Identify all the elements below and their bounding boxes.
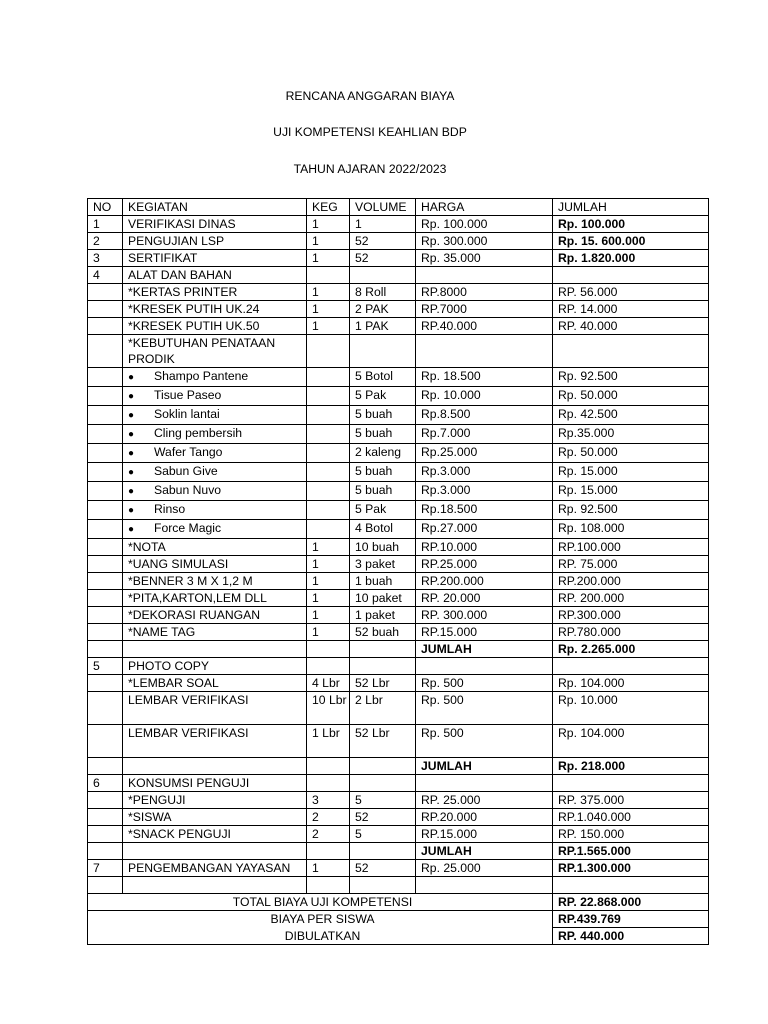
cell-jumlah bbox=[553, 877, 709, 894]
cell-no bbox=[88, 539, 123, 556]
cell-volume: 5 buah bbox=[350, 482, 416, 501]
cell-volume: 2 PAK bbox=[350, 301, 416, 318]
cell-jumlah: RP. 75.000 bbox=[553, 556, 709, 573]
cell-no: 4 bbox=[88, 267, 123, 284]
cell-kegiatan bbox=[123, 368, 307, 387]
cell-no bbox=[88, 641, 123, 658]
cell-kegiatan bbox=[123, 758, 307, 775]
cell-jumlah: RP. 150.000 bbox=[553, 826, 709, 843]
cell-jumlah bbox=[553, 658, 709, 675]
cell-keg bbox=[307, 520, 350, 539]
cell-harga: JUMLAH bbox=[416, 641, 553, 658]
cell-no bbox=[88, 301, 123, 318]
cell-no bbox=[88, 590, 123, 607]
cell-volume: 52 bbox=[350, 809, 416, 826]
table-row bbox=[88, 775, 709, 792]
cell-volume: 52 bbox=[350, 860, 416, 877]
cell-kegiatan: *DEKORASI RUANGAN bbox=[123, 607, 307, 624]
cell-jumlah: Rp. 100.000 bbox=[553, 216, 709, 233]
cell-jumlah: RP. 56.000 bbox=[553, 284, 709, 301]
cell-harga: RP. 25.000 bbox=[416, 792, 553, 809]
cell-kegiatan: *KEBUTUHAN PENATAAN PRODIK bbox=[123, 335, 307, 368]
cell-jumlah: RP.1.565.000 bbox=[553, 843, 709, 860]
cell-volume: 2 kaleng bbox=[350, 444, 416, 463]
cell-volume: 1 bbox=[350, 216, 416, 233]
cell-keg: 1 bbox=[307, 216, 350, 233]
cell-volume: 5 bbox=[350, 826, 416, 843]
cell-no bbox=[88, 482, 123, 501]
bullet-icon: ● bbox=[128, 486, 135, 497]
col-header-volume: VOLUME bbox=[350, 199, 416, 216]
table-row bbox=[88, 520, 709, 539]
table-row bbox=[88, 425, 709, 444]
cell-harga: RP.200.000 bbox=[416, 573, 553, 590]
cell-volume: 52 bbox=[350, 250, 416, 267]
cell-no bbox=[88, 843, 123, 860]
cell-no bbox=[88, 387, 123, 406]
table-row bbox=[88, 267, 709, 284]
table-row bbox=[88, 624, 709, 641]
cell-harga: Rp.25.000 bbox=[416, 444, 553, 463]
total-value: RP.439.769 bbox=[553, 911, 709, 928]
cell-keg: 2 bbox=[307, 809, 350, 826]
table-row bbox=[88, 809, 709, 826]
cell-keg: 1 bbox=[307, 860, 350, 877]
cell-jumlah: RP. 14.000 bbox=[553, 301, 709, 318]
cell-kegiatan: ALAT DAN BAHAN bbox=[123, 267, 307, 284]
cell-harga: Rp.18.500 bbox=[416, 501, 553, 520]
col-header-jumlah: JUMLAH bbox=[553, 199, 709, 216]
cell-kegiatan: *BENNER 3 M X 1,2 M bbox=[123, 573, 307, 590]
cell-keg bbox=[307, 267, 350, 284]
table-row bbox=[88, 641, 709, 658]
table-row bbox=[88, 607, 709, 624]
cell-no: 3 bbox=[88, 250, 123, 267]
cell-keg: 3 bbox=[307, 792, 350, 809]
cell-kegiatan bbox=[123, 877, 307, 894]
cell-jumlah: Rp. 15.000 bbox=[553, 463, 709, 482]
cell-kegiatan: *PENGUJI bbox=[123, 792, 307, 809]
document-title: RENCANA ANGGARAN BIAYA bbox=[285, 89, 455, 103]
cell-volume: 5 buah bbox=[350, 425, 416, 444]
cell-jumlah: Rp. 42.500 bbox=[553, 406, 709, 425]
cell-keg: 1 bbox=[307, 250, 350, 267]
table-row bbox=[88, 758, 709, 775]
cell-keg: 1 bbox=[307, 573, 350, 590]
cell-jumlah: Rp. 50.000 bbox=[553, 387, 709, 406]
cell-volume: 4 Botol bbox=[350, 520, 416, 539]
cell-volume bbox=[350, 758, 416, 775]
cell-kegiatan-text: Soklin lantai bbox=[154, 407, 220, 421]
cell-harga: Rp. 25.000 bbox=[416, 860, 553, 877]
cell-kegiatan-text: Sabun Nuvo bbox=[154, 483, 222, 497]
bullet-icon: ● bbox=[128, 410, 135, 421]
cell-harga: RP.8000 bbox=[416, 284, 553, 301]
table-row bbox=[88, 573, 709, 590]
cell-harga bbox=[416, 877, 553, 894]
table-row bbox=[88, 590, 709, 607]
cell-harga: RP. 300.000 bbox=[416, 607, 553, 624]
cell-harga: Rp. 500 bbox=[416, 692, 553, 725]
cell-volume: 8 Roll bbox=[350, 284, 416, 301]
cell-jumlah: Rp. 108.000 bbox=[553, 520, 709, 539]
cell-kegiatan: PHOTO COPY bbox=[123, 658, 307, 675]
table-row bbox=[88, 482, 709, 501]
total-label: BIAYA PER SISWA bbox=[88, 911, 553, 928]
cell-no bbox=[88, 406, 123, 425]
cell-jumlah: RP. 200.000 bbox=[553, 590, 709, 607]
cell-keg: 1 bbox=[307, 301, 350, 318]
cell-harga: RP.40.000 bbox=[416, 318, 553, 335]
cell-kegiatan: PENGEMBANGAN YAYASAN bbox=[123, 860, 307, 877]
cell-kegiatan: VERIFIKASI DINAS bbox=[123, 216, 307, 233]
cell-jumlah: Rp. 104.000 bbox=[553, 675, 709, 692]
cell-kegiatan bbox=[123, 843, 307, 860]
cell-keg bbox=[307, 463, 350, 482]
cell-kegiatan: LEMBAR VERIFIKASI bbox=[123, 692, 307, 725]
cell-volume: 5 Pak bbox=[350, 387, 416, 406]
cell-no bbox=[88, 877, 123, 894]
cell-jumlah: RP.200.000 bbox=[553, 573, 709, 590]
cell-harga: RP.15.000 bbox=[416, 826, 553, 843]
cell-volume: 10 buah bbox=[350, 539, 416, 556]
cell-jumlah: Rp. 2.265.000 bbox=[553, 641, 709, 658]
cell-no bbox=[88, 573, 123, 590]
table-row bbox=[88, 284, 709, 301]
cell-keg bbox=[307, 641, 350, 658]
cell-harga: RP.25.000 bbox=[416, 556, 553, 573]
table-row bbox=[88, 368, 709, 387]
cell-kegiatan bbox=[123, 501, 307, 520]
cell-volume: 52 Lbr bbox=[350, 725, 416, 758]
cell-no: 7 bbox=[88, 860, 123, 877]
table-row bbox=[88, 843, 709, 860]
cell-harga: RP.10.000 bbox=[416, 539, 553, 556]
cell-no: 1 bbox=[88, 216, 123, 233]
cell-jumlah: Rp. 92.500 bbox=[553, 501, 709, 520]
table-row bbox=[88, 335, 709, 368]
cell-volume: 5 buah bbox=[350, 406, 416, 425]
cell-harga: JUMLAH bbox=[416, 758, 553, 775]
table-row bbox=[88, 444, 709, 463]
cell-no bbox=[88, 792, 123, 809]
cell-kegiatan: *LEMBAR SOAL bbox=[123, 675, 307, 692]
cell-harga: RP. 20.000 bbox=[416, 590, 553, 607]
cell-keg bbox=[307, 425, 350, 444]
header-row bbox=[88, 199, 709, 216]
cell-kegiatan-text: Rinso bbox=[154, 502, 186, 516]
cell-harga bbox=[416, 267, 553, 284]
col-header-kegiatan: KEGIATAN bbox=[123, 199, 307, 216]
cell-jumlah: Rp. 92.500 bbox=[553, 368, 709, 387]
cell-keg: 1 bbox=[307, 318, 350, 335]
cell-keg: 1 bbox=[307, 233, 350, 250]
cell-no bbox=[88, 675, 123, 692]
cell-keg bbox=[307, 444, 350, 463]
table-row bbox=[88, 725, 709, 758]
cell-kegiatan bbox=[123, 463, 307, 482]
table-row bbox=[88, 216, 709, 233]
cell-harga: Rp.3.000 bbox=[416, 463, 553, 482]
cell-kegiatan-text: Wafer Tango bbox=[154, 445, 223, 459]
cell-jumlah: RP. 375.000 bbox=[553, 792, 709, 809]
table-row bbox=[88, 301, 709, 318]
bullet-icon: ● bbox=[128, 391, 135, 402]
cell-jumlah: Rp. 218.000 bbox=[553, 758, 709, 775]
cell-keg bbox=[307, 501, 350, 520]
cell-no bbox=[88, 463, 123, 482]
cell-no: 2 bbox=[88, 233, 123, 250]
cell-volume: 52 Lbr bbox=[350, 675, 416, 692]
table-row bbox=[88, 250, 709, 267]
cell-volume: 52 bbox=[350, 233, 416, 250]
cell-volume: 1 PAK bbox=[350, 318, 416, 335]
cell-harga: Rp. 500 bbox=[416, 725, 553, 758]
cell-kegiatan-text: Sabun Give bbox=[154, 464, 218, 478]
cell-jumlah: RP.1.040.000 bbox=[553, 809, 709, 826]
cell-keg bbox=[307, 482, 350, 501]
table-row bbox=[88, 675, 709, 692]
cell-kegiatan: *KERTAS PRINTER bbox=[123, 284, 307, 301]
table-row bbox=[88, 792, 709, 809]
cell-volume: 5 buah bbox=[350, 463, 416, 482]
cell-harga: RP.20.000 bbox=[416, 809, 553, 826]
cell-volume: 10 paket bbox=[350, 590, 416, 607]
col-header-harga: HARGA bbox=[416, 199, 553, 216]
cell-no bbox=[88, 725, 123, 758]
cell-volume: 52 buah bbox=[350, 624, 416, 641]
cell-kegiatan-text: Cling pembersih bbox=[154, 426, 243, 440]
cell-kegiatan: *KRESEK PUTIH UK.50 bbox=[123, 318, 307, 335]
cell-kegiatan bbox=[123, 425, 307, 444]
cell-kegiatan: *NOTA bbox=[123, 539, 307, 556]
cell-jumlah: Rp. 15.000 bbox=[553, 482, 709, 501]
cell-keg: 1 bbox=[307, 284, 350, 301]
cell-jumlah: RP.300.000 bbox=[553, 607, 709, 624]
cell-keg bbox=[307, 658, 350, 675]
cell-keg: 1 bbox=[307, 590, 350, 607]
cell-kegiatan: *NAME TAG bbox=[123, 624, 307, 641]
cell-kegiatan-text: Force Magic bbox=[154, 521, 222, 535]
cell-volume bbox=[350, 641, 416, 658]
cell-volume: 5 bbox=[350, 792, 416, 809]
table-row bbox=[88, 658, 709, 675]
cell-jumlah bbox=[553, 267, 709, 284]
cell-kegiatan: PENGUJIAN LSP bbox=[123, 233, 307, 250]
cell-kegiatan: LEMBAR VERIFIKASI bbox=[123, 725, 307, 758]
cell-kegiatan: *PITA,KARTON,LEM DLL bbox=[123, 590, 307, 607]
cell-jumlah: Rp. 104.000 bbox=[553, 725, 709, 758]
col-header-no: NO bbox=[88, 199, 123, 216]
cell-volume: 2 Lbr bbox=[350, 692, 416, 725]
cell-no bbox=[88, 809, 123, 826]
cell-kegiatan bbox=[123, 482, 307, 501]
cell-volume bbox=[350, 658, 416, 675]
cell-harga: Rp.27.000 bbox=[416, 520, 553, 539]
document-subtitle: UJI KOMPETENSI KEAHLIAN BDP bbox=[273, 125, 467, 139]
total-label: TOTAL BIAYA UJI KOMPETENSI bbox=[88, 894, 553, 911]
cell-no: 6 bbox=[88, 775, 123, 792]
table-row bbox=[88, 501, 709, 520]
cell-no bbox=[88, 284, 123, 301]
cell-kegiatan: SERTIFIKAT bbox=[123, 250, 307, 267]
total-row bbox=[88, 911, 709, 928]
table-row bbox=[88, 387, 709, 406]
cell-no bbox=[88, 624, 123, 641]
cell-keg bbox=[307, 387, 350, 406]
cell-keg: 4 Lbr bbox=[307, 675, 350, 692]
bullet-icon: ● bbox=[128, 467, 135, 478]
table-row bbox=[88, 233, 709, 250]
cell-volume: 5 Botol bbox=[350, 368, 416, 387]
cell-harga bbox=[416, 658, 553, 675]
budget-table bbox=[87, 198, 709, 945]
cell-harga: Rp. 500 bbox=[416, 675, 553, 692]
cell-no bbox=[88, 758, 123, 775]
total-row bbox=[88, 894, 709, 911]
cell-harga: RP.7000 bbox=[416, 301, 553, 318]
cell-keg bbox=[307, 368, 350, 387]
cell-no bbox=[88, 556, 123, 573]
bullet-icon: ● bbox=[128, 524, 135, 535]
col-header-keg: KEG bbox=[307, 199, 350, 216]
cell-volume bbox=[350, 335, 416, 368]
cell-kegiatan-text: Tisue Paseo bbox=[154, 388, 222, 402]
table-row bbox=[88, 860, 709, 877]
cell-harga: Rp. 10.000 bbox=[416, 387, 553, 406]
cell-keg: 10 Lbr bbox=[307, 692, 350, 725]
cell-jumlah: Rp.35.000 bbox=[553, 425, 709, 444]
cell-keg: 1 Lbr bbox=[307, 725, 350, 758]
cell-jumlah: RP.780.000 bbox=[553, 624, 709, 641]
cell-harga: Rp. 100.000 bbox=[416, 216, 553, 233]
cell-volume: 5 Pak bbox=[350, 501, 416, 520]
total-label: DIBULATKAN bbox=[88, 928, 553, 945]
cell-jumlah: RP. 40.000 bbox=[553, 318, 709, 335]
bullet-icon: ● bbox=[128, 372, 135, 383]
cell-no bbox=[88, 826, 123, 843]
total-value: RP. 22.868.000 bbox=[553, 894, 709, 911]
cell-jumlah: RP.1.300.000 bbox=[553, 860, 709, 877]
bullet-icon: ● bbox=[128, 429, 135, 440]
cell-kegiatan bbox=[123, 387, 307, 406]
cell-no bbox=[88, 501, 123, 520]
cell-keg bbox=[307, 758, 350, 775]
total-value: RP. 440.000 bbox=[553, 928, 709, 945]
budget-table-body bbox=[88, 199, 709, 945]
cell-harga bbox=[416, 335, 553, 368]
cell-kegiatan bbox=[123, 444, 307, 463]
cell-harga: RP.15.000 bbox=[416, 624, 553, 641]
cell-no bbox=[88, 607, 123, 624]
cell-volume bbox=[350, 843, 416, 860]
table-row bbox=[88, 556, 709, 573]
cell-jumlah bbox=[553, 335, 709, 368]
cell-no bbox=[88, 368, 123, 387]
cell-kegiatan: KONSUMSI PENGUJI bbox=[123, 775, 307, 792]
cell-jumlah: Rp. 1.820.000 bbox=[553, 250, 709, 267]
cell-keg bbox=[307, 877, 350, 894]
total-row bbox=[88, 928, 709, 945]
cell-kegiatan: *SISWA bbox=[123, 809, 307, 826]
cell-keg: 1 bbox=[307, 607, 350, 624]
cell-harga bbox=[416, 775, 553, 792]
cell-keg bbox=[307, 406, 350, 425]
cell-no bbox=[88, 520, 123, 539]
cell-no bbox=[88, 444, 123, 463]
cell-jumlah: Rp. 15. 600.000 bbox=[553, 233, 709, 250]
cell-keg: 1 bbox=[307, 624, 350, 641]
cell-keg bbox=[307, 335, 350, 368]
cell-no: 5 bbox=[88, 658, 123, 675]
cell-harga: Rp.8.500 bbox=[416, 406, 553, 425]
cell-jumlah bbox=[553, 775, 709, 792]
cell-jumlah: RP.100.000 bbox=[553, 539, 709, 556]
cell-volume bbox=[350, 775, 416, 792]
table-row bbox=[88, 406, 709, 425]
cell-volume: 1 buah bbox=[350, 573, 416, 590]
cell-kegiatan: *SNACK PENGUJI bbox=[123, 826, 307, 843]
cell-harga: JUMLAH bbox=[416, 843, 553, 860]
cell-kegiatan bbox=[123, 641, 307, 658]
cell-no bbox=[88, 425, 123, 444]
table-row bbox=[88, 463, 709, 482]
cell-keg bbox=[307, 775, 350, 792]
table-row bbox=[88, 826, 709, 843]
table-row bbox=[88, 877, 709, 894]
cell-harga: Rp. 18.500 bbox=[416, 368, 553, 387]
bullet-icon: ● bbox=[128, 448, 135, 459]
cell-keg: 1 bbox=[307, 556, 350, 573]
cell-no bbox=[88, 318, 123, 335]
cell-keg: 1 bbox=[307, 539, 350, 556]
cell-volume: 3 paket bbox=[350, 556, 416, 573]
academic-year: TAHUN AJARAN 2022/2023 bbox=[293, 162, 447, 176]
cell-harga: Rp.3.000 bbox=[416, 482, 553, 501]
cell-volume bbox=[350, 877, 416, 894]
cell-kegiatan bbox=[123, 406, 307, 425]
cell-volume: 1 paket bbox=[350, 607, 416, 624]
cell-volume bbox=[350, 267, 416, 284]
cell-harga: Rp.7.000 bbox=[416, 425, 553, 444]
cell-keg: 2 bbox=[307, 826, 350, 843]
cell-no bbox=[88, 692, 123, 725]
bullet-icon: ● bbox=[128, 505, 135, 516]
cell-kegiatan bbox=[123, 520, 307, 539]
table-row bbox=[88, 539, 709, 556]
table-row bbox=[88, 692, 709, 725]
cell-jumlah: Rp. 50.000 bbox=[553, 444, 709, 463]
cell-harga: Rp. 35.000 bbox=[416, 250, 553, 267]
cell-harga: Rp. 300.000 bbox=[416, 233, 553, 250]
cell-kegiatan: *UANG SIMULASI bbox=[123, 556, 307, 573]
cell-jumlah: Rp. 10.000 bbox=[553, 692, 709, 725]
cell-kegiatan: *KRESEK PUTIH UK.24 bbox=[123, 301, 307, 318]
table-row bbox=[88, 318, 709, 335]
cell-no bbox=[88, 335, 123, 368]
cell-keg bbox=[307, 843, 350, 860]
cell-kegiatan-text: Shampo Pantene bbox=[154, 369, 249, 383]
